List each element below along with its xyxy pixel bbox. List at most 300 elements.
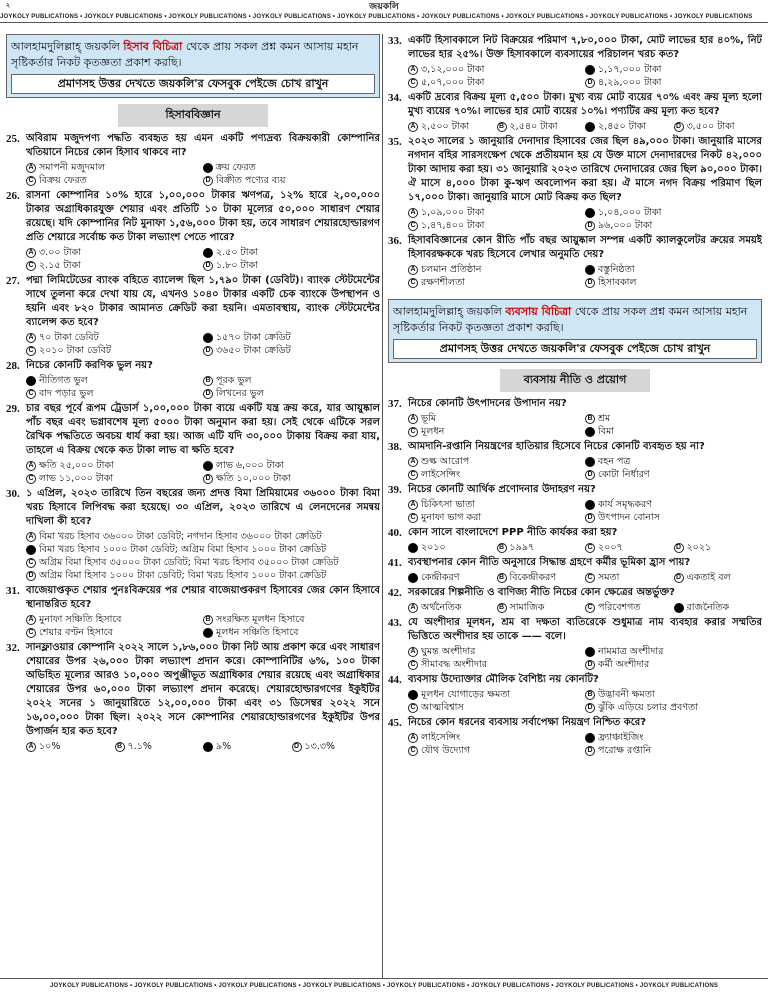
option-bubble: D — [203, 346, 213, 356]
option-text: লাইসেন্সিং — [421, 732, 461, 743]
option-bubble: C — [408, 660, 418, 670]
option-bubble: D — [585, 703, 595, 713]
question-text: নিচের কোনটি করণিক ভুল নয়? — [26, 360, 153, 371]
option-bubble: D — [292, 742, 302, 752]
option-item[interactable] — [408, 511, 585, 524]
option-text: ৭.১% — [127, 741, 152, 752]
option-group — [6, 331, 380, 357]
option-bubble: C — [408, 221, 418, 231]
option-item[interactable] — [203, 374, 380, 387]
option-item[interactable] — [408, 425, 585, 438]
question-item — [6, 274, 380, 330]
option-bubble: B — [203, 376, 213, 386]
option-item[interactable] — [203, 472, 380, 485]
option-text: আত্মবিশ্বাস — [421, 702, 464, 713]
header-rule — [0, 22, 768, 23]
option-bubble: C — [26, 261, 36, 271]
option-item[interactable] — [203, 174, 380, 187]
option-bubble: A — [408, 647, 418, 657]
option-text: ৫,০৭,০০০ টাকা — [421, 77, 485, 88]
option-item[interactable] — [585, 645, 762, 658]
option-text: শুল্ক আরোপ — [421, 456, 470, 467]
question-number: 27. — [6, 275, 20, 287]
option-item[interactable] — [203, 740, 292, 753]
question-text: পদ্মা লিমিটেডের ব্যাংক বহিতে ব্যালেন্স ছিল ১,৭৯০ টাকা (ডেবিট)। ব্যাংক স্টেটমেন্টের সাথে তুলনা করে দেখা যায় যে, এখনও ১০৪০ টাকার একটি চেক ব্যাংকে উপস্থাপন ও হয়নি এবং ৮২০ টাকার আমানত ক্রেডিট করা হয়নি। এমতাবস্থায়, ব্যাংক স্টেটমেন্টের ব্যালেন্স কত হবে? — [26, 275, 380, 328]
option-item[interactable] — [585, 468, 762, 481]
option-text: মুনাফা ভাগ করা — [421, 512, 482, 523]
footer-strip: JOYKOLY PUBLICATIONS • JOYKOLY PUBLICATIONS • JOYKOLY PUBLICATIONS • JOYKOLY PUBLICATIONS • JOYKOLY PUBLICATIONS • JOYKOLY PUBLICATIONS • JOYKOLY PUBLICATIONS • JOYKOLY PUBLICATIONS — [49, 983, 719, 989]
question-item — [6, 641, 380, 739]
option-item[interactable] — [408, 468, 585, 481]
option-bubble: B — [585, 414, 595, 424]
page-brand: জয়কলি — [369, 1, 399, 11]
question-number: 31. — [6, 585, 20, 597]
question-number: 34. — [388, 92, 402, 104]
question-number: 43. — [388, 617, 402, 629]
option-bubble: C — [585, 573, 595, 583]
option-text: ২,৪৫০ টাকা — [598, 121, 647, 132]
option-item[interactable] — [585, 571, 674, 584]
option-text: লিখনের ভুল — [216, 388, 264, 399]
option-item[interactable] — [585, 455, 762, 468]
option-item[interactable] — [203, 613, 380, 626]
option-item[interactable] — [585, 412, 762, 425]
option-text: বহন পত্র — [598, 456, 631, 467]
option-text: ২০১০ — [421, 542, 446, 553]
answer-filled-bubble-icon — [408, 573, 418, 583]
option-bubble: A — [26, 461, 36, 471]
question-number: 38. — [388, 441, 402, 453]
question-number: 25. — [6, 133, 20, 145]
option-item[interactable] — [203, 344, 380, 357]
promo-text-pre: আলহামদুলিল্লাহ্ জয়কলি — [11, 40, 124, 53]
option-text: মূলধন সঞ্চিতি হিসাবে — [216, 627, 299, 638]
question-text: একটি দ্রব্যের বিক্রয় মূল্য ৫,৫০০ টাকা। মুখ্য ব্যয় মোট ব্যয়ের ৭০% এবং ক্রয় মূল্য হলো মুখ্য ব্যয়ের ৭০%। লাভের হার মোট ব্যয়ের ১০%। পণ্যটির ক্রয় মূল্য কত হবে? — [408, 92, 762, 117]
option-text: কর্মী অংশীদার — [598, 659, 650, 670]
option-bubble: D — [585, 278, 595, 288]
option-text: শেয়ার বণ্টন হিসাবে — [39, 627, 113, 638]
option-item[interactable] — [408, 498, 585, 511]
answer-filled-bubble-icon — [585, 265, 595, 275]
option-text: সমাপনী মজুদমাল — [39, 162, 106, 173]
promo-text-pre: আলহামদুলিল্লাহ্ জয়কলি — [393, 305, 506, 318]
option-item[interactable] — [203, 331, 380, 344]
option-text: ৭০ টাকা ডেবিট — [39, 332, 99, 343]
option-text: ভূমি — [421, 413, 437, 424]
option-bubble: D — [674, 573, 684, 583]
option-group — [6, 613, 380, 639]
option-item[interactable] — [115, 740, 204, 753]
option-bubble: C — [585, 603, 595, 613]
option-item[interactable] — [408, 219, 585, 232]
question-text: ১ এপ্রিল, ২০২৩ তারিখে তিন বছরের জন্য প্রদত্ত বিমা প্রিমিয়ামের ৩৬০০০ টাকা বিমা খরচ হিসাবে লিপিবদ্ধ করা হয়েছে। ৩০ এপ্রিল, ২০২৩ তারিখে এ লেনদেনের সমন্বয় দাখিলা কী হবে? — [26, 488, 380, 527]
option-bubble: D — [585, 221, 595, 231]
option-item[interactable] — [408, 541, 497, 554]
option-item[interactable] — [203, 387, 380, 400]
option-item[interactable] — [203, 626, 380, 639]
option-text: একতাই বল — [686, 572, 731, 583]
option-bubble: A — [408, 208, 418, 218]
option-bubble: D — [585, 78, 595, 88]
question-text: একটি হিসাবকালে নিট বিক্রয়ের পরিমাণ ৭,৮০,০০০ টাকা, মোট লাভের হার ৪০%, নিট লাভের হার ২৫%। উক্ত হিসাবকালে ব্যবসায়ের পরিচালন খরচ কত? — [408, 35, 762, 60]
option-group — [388, 455, 762, 481]
question-number: 45. — [388, 717, 402, 729]
option-bubble: C — [26, 474, 36, 484]
option-item[interactable] — [26, 569, 380, 582]
option-item[interactable] — [408, 688, 585, 701]
option-text: ফ্র্যাঞ্চাইজিং — [598, 732, 644, 743]
question-text: ব্যবস্থাপনার কোন নীতি অনুসারে সিদ্ধান্ত গ্রহণে কর্মীর ভূমিকা হ্রাস পায়? — [408, 557, 691, 568]
option-bubble: C — [26, 176, 36, 186]
option-item[interactable] — [408, 731, 585, 744]
answer-filled-bubble-icon — [674, 603, 684, 613]
question-text: ২০২৩ সালের ১ জানুয়ারি দেনাদার হিসাবের জের ছিল ৪৯,০০০ টাকা। জানুয়ারি মাসের নগদান বহির সারসংক্ষেপ থেকে প্রতীয়মান হয় যে উক্ত মাসে দেনাদারদের নিকট ৪২,০০০ টাকা আদায় করা হয়। ৩১ জানুয়ারি ২০২৩ তারিখে দেনাদারের জের ছিল ৯০,০০০ টাকা। ঐ মাসে ৪,০০০ টাকা কু-ঋণ অবলোপন করা হয়। ঐ মাসে নগদ বিক্রয় পরিমাণ ছিল ১৭,০০০ টাকা। জানুয়ারি মাসে মোট বিক্রয় কত ছিল? — [408, 136, 762, 203]
option-text: লাভ ১১,০০০ টাকা — [39, 473, 114, 484]
option-item[interactable] — [408, 76, 585, 89]
option-item[interactable] — [408, 571, 497, 584]
option-text: লাইসেন্সিং — [421, 469, 461, 480]
option-text: ৪,২৯,০০০ টাকা — [598, 77, 662, 88]
answer-filled-bubble-icon — [585, 65, 595, 75]
option-text: বিক্রয় ফেরত — [39, 175, 87, 186]
option-text: ২০২১ — [686, 542, 712, 553]
question-text: যে অংশীদার মূলধন, শ্রম বা দক্ষতা ব্যতিরেকে শুধুমাত্র নাম ব্যবহার করার সম্মতির ভিত্তিতে অংশীদার হয় তাকে —— বলে। — [408, 617, 762, 642]
option-text: অগ্রিম বিমা হিসাব ৩৫০০০ টাকা ডেবিট; বিমা খরচ হিসাব ৩৫০০০ টাকা ক্রেডিট — [39, 557, 339, 568]
option-item[interactable] — [497, 571, 586, 584]
answer-filled-bubble-icon — [203, 163, 213, 173]
option-item[interactable] — [408, 206, 585, 219]
question-number: 39. — [388, 484, 402, 496]
question-item — [6, 402, 380, 458]
option-bubble: A — [408, 122, 418, 132]
option-item[interactable] — [292, 740, 381, 753]
question-text: সরকারের শিল্পনীতি ও বাণিজ্য নীতি নিচের কোন ক্ষেত্রের অন্তর্ভুক্ত? — [408, 587, 675, 598]
promo-box-accounting — [6, 34, 380, 98]
option-text: ৩.০০ টাকা — [39, 247, 81, 258]
option-item[interactable] — [26, 459, 203, 472]
option-text: চিকিৎসা ভাতা — [421, 499, 476, 510]
option-group — [388, 601, 762, 614]
section-heading-business: ব্যবসায় নীতি ও প্রয়োগ — [500, 369, 650, 392]
option-text: ৩,১২,০০০ টাকা — [421, 64, 485, 75]
option-item[interactable] — [26, 556, 380, 569]
option-bubble: B — [115, 742, 125, 752]
question-item — [388, 716, 762, 730]
option-bubble: D — [203, 389, 213, 399]
answer-filled-bubble-icon — [585, 500, 595, 510]
promo-text-post: থেকে প্রায় সকল প্রশ্ন কমন আসায় মহান সৃষ্টিকর্তার নিকট কৃতজ্ঞতা প্রকাশ করছি। — [11, 40, 359, 69]
option-item[interactable] — [408, 645, 585, 658]
option-text: ১৫৭০ টাকা ক্রেডিট — [216, 332, 291, 343]
option-text: রক্ষণশীলতা — [421, 277, 465, 288]
option-bubble: A — [408, 65, 418, 75]
option-bubble: B — [497, 543, 507, 553]
option-bubble: C — [408, 513, 418, 523]
option-item[interactable] — [408, 120, 497, 133]
option-text: ২,৫০০ টাকা — [421, 121, 470, 132]
option-bubble: B — [497, 603, 507, 613]
option-item[interactable] — [408, 658, 585, 671]
question-number: 28. — [6, 360, 20, 372]
question-text: চার বছর পূর্বে রূপম ট্রেডার্স ১,০০,০০০ টাকা ব্যয়ে একটি যন্ত্র ক্রয় করে, যার আয়ুষ্কাল পাঁচ বছর এবং ভগ্নাবশেষ মূল্য ৫০০০ টাকা অনুমান করা হয়। সেই থেকে এটিকে সরল রৈখিক পদ্ধতিতে অবচয় ধার্য করা হয়। আজ এটি যদি ৩০,০০০ টাকায় বিক্রয় করা যায়, তাহলে এ বিক্রয় থেকে কত টাকা লাভ বা ক্ষতি হবে? — [26, 403, 380, 456]
option-text: রাজনৈতিক — [686, 602, 730, 613]
option-item[interactable] — [585, 263, 762, 276]
answer-filled-bubble-icon — [203, 628, 213, 638]
question-item — [388, 616, 762, 644]
option-bubble: D — [585, 746, 595, 756]
answer-filled-bubble-icon — [585, 122, 595, 132]
option-text: ১.৮০ টাকা — [216, 260, 258, 271]
answer-filled-bubble-icon — [203, 333, 213, 343]
question-text: বাজেয়াপ্তকৃত শেয়ার পুনঃবিক্রয়ের পর শেয়ার বাজেয়াপ্তকরণ হিসাবের জের কোন হিসাবে স্থানান্তরিত হবে? — [26, 585, 380, 610]
option-bubble: C — [26, 389, 36, 399]
option-bubble: A — [26, 248, 36, 258]
option-item[interactable] — [408, 744, 585, 757]
question-text: হিসাববিজ্ঞানের কোন রীতি পাঁচ বছর আয়ুষ্কাল সম্পন্ন একটি ক্যালকুলেটর ক্রয়ের সময়ই হিসাবরক্ষককে খরচ হিসেবে লেখার অনুমতি দেয়? — [408, 235, 762, 260]
option-item[interactable] — [26, 259, 203, 272]
option-item[interactable] — [203, 259, 380, 272]
option-item[interactable] — [26, 740, 115, 753]
option-text: ২,৫৪০ টাকা — [509, 121, 558, 132]
option-text: বাদ পড়ার ভুল — [39, 388, 94, 399]
option-item[interactable] — [585, 76, 762, 89]
publisher-strip: JOYKOLY PUBLICATIONS • JOYKOLY PUBLICATIONS • JOYKOLY PUBLICATIONS • JOYKOLY PUBLICATIONS • JOYKOLY PUBLICATIONS • JOYKOLY PUBLICATIONS • JOYKOLY PUBLICATIONS • JOYKOLY PUBLICATIONS • JOYKOLY PUBLICATIONS — [0, 14, 753, 20]
option-bubble: B — [497, 573, 507, 583]
option-group — [6, 740, 380, 753]
option-group — [388, 541, 762, 554]
promo-box-business — [388, 299, 762, 363]
option-bubble: D — [674, 543, 684, 553]
option-item[interactable] — [585, 541, 674, 554]
question-item — [388, 526, 762, 540]
option-bubble: D — [585, 513, 595, 523]
answer-filled-bubble-icon — [408, 690, 418, 700]
option-item[interactable] — [497, 601, 586, 614]
option-item[interactable] — [585, 498, 762, 511]
option-bubble: A — [408, 265, 418, 275]
option-group — [388, 498, 762, 524]
option-bubble: D — [585, 470, 595, 480]
option-text: ঘুমন্ত অংশীদার — [421, 646, 476, 657]
option-item[interactable] — [408, 63, 585, 76]
left-column — [6, 34, 380, 978]
option-item[interactable] — [497, 541, 586, 554]
option-text: ২০০৭ — [598, 542, 623, 553]
question-item — [388, 135, 762, 205]
option-item[interactable] — [203, 246, 380, 259]
answer-filled-bubble-icon — [585, 733, 595, 743]
option-group — [388, 206, 762, 232]
option-item[interactable] — [26, 246, 203, 259]
footer-rule — [0, 978, 768, 979]
option-text: শ্রম — [598, 413, 611, 424]
option-group — [388, 731, 762, 757]
option-item[interactable] — [585, 701, 762, 714]
option-item[interactable] — [674, 541, 763, 554]
option-bubble: B — [585, 690, 595, 700]
question-number: 40. — [388, 527, 402, 539]
answer-filled-bubble-icon — [26, 376, 36, 386]
option-text: ক্রয় ফেরত — [216, 162, 256, 173]
option-item[interactable] — [585, 276, 762, 289]
option-item[interactable] — [585, 744, 762, 757]
option-group — [6, 161, 380, 187]
option-bubble: A — [26, 742, 36, 752]
option-text: পরিবেশগত — [598, 602, 641, 613]
question-number: 36. — [388, 235, 402, 247]
promo-highlight: ব্যবসায় বিচিত্রা — [505, 305, 572, 318]
answer-filled-bubble-icon — [203, 461, 213, 471]
option-bubble: A — [408, 733, 418, 743]
option-text: বিমা — [598, 426, 615, 437]
section-heading-accounting: হিসাববিজ্ঞান — [118, 104, 268, 127]
option-text: মূলধন — [421, 426, 445, 437]
question-list-business — [388, 397, 762, 757]
option-bubble: A — [408, 457, 418, 467]
option-item[interactable] — [585, 658, 762, 671]
option-item[interactable] — [497, 120, 586, 133]
option-text: ঝুঁকি এড়িয়ে চলার প্রবণতা — [598, 702, 698, 713]
option-bubble: C — [408, 703, 418, 713]
answer-filled-bubble-icon — [585, 208, 595, 218]
question-item — [388, 234, 762, 262]
option-text: উৎপাদন বোনাস — [598, 512, 660, 523]
option-group — [388, 120, 762, 133]
question-item — [388, 91, 762, 119]
question-number: 26. — [6, 190, 20, 202]
option-text: মুনাফা সঞ্চিতি হিসাবে — [39, 614, 122, 625]
option-bubble: C — [408, 470, 418, 480]
option-item[interactable] — [408, 412, 585, 425]
option-bubble: A — [26, 163, 36, 173]
option-item[interactable] — [26, 530, 380, 543]
right-column — [388, 34, 762, 978]
option-text: মূলধন যোগাড়ের ক্ষমতা — [421, 689, 511, 700]
option-item[interactable] — [585, 425, 762, 438]
option-bubble: D — [203, 474, 213, 484]
option-text: ৯৬,০০০ টাকা — [598, 220, 653, 231]
option-text: কার্য সমৃদ্ধকরণ — [598, 499, 653, 510]
option-item[interactable] — [674, 571, 763, 584]
option-bubble: A — [26, 532, 36, 542]
option-bubble: D — [26, 571, 36, 581]
answer-filled-bubble-icon — [585, 647, 595, 657]
option-bubble: D — [203, 176, 213, 186]
option-item[interactable] — [26, 543, 380, 556]
question-number: 44. — [388, 674, 402, 686]
option-text: ২০১০ টাকা ডেবিট — [39, 345, 112, 356]
option-text: ৩,৫০০ টাকা — [686, 121, 735, 132]
question-text: কোন সালে বাংলাদেশে PPP নীতি কার্যকর করা হয়? — [408, 527, 618, 538]
option-item[interactable] — [408, 455, 585, 468]
option-item[interactable] — [26, 387, 203, 400]
question-item — [6, 487, 380, 529]
question-item — [6, 359, 380, 373]
promo-text-post: থেকে প্রায় সকল প্রশ্ন কমন আসায় মহান সৃষ্টিকর্তার নিকট কৃতজ্ঞতা প্রকাশ করছি। — [393, 305, 748, 334]
question-number: 30. — [6, 488, 20, 500]
option-bubble: C — [585, 543, 595, 553]
option-text: ১,১৭,০০০ টাকা — [598, 64, 662, 75]
option-item[interactable] — [408, 701, 585, 714]
option-item[interactable] — [585, 63, 762, 76]
option-text: বস্তুনিষ্ঠতা — [598, 264, 635, 275]
option-text: অগ্রিম বিমা হিসাব ১০০০ টাকা ডেবিট; বিমা খরচ হিসাব ১০০০ টাকা ক্রেডিট — [39, 570, 327, 581]
option-text: চলমান প্রতিষ্ঠান — [421, 264, 482, 275]
option-item[interactable] — [674, 601, 763, 614]
option-item[interactable] — [26, 161, 203, 174]
option-text: নীতিগত ভুল — [39, 375, 88, 386]
option-item[interactable] — [26, 613, 203, 626]
answer-filled-bubble-icon — [585, 457, 595, 467]
option-item[interactable] — [585, 731, 762, 744]
option-text: উদ্ভাবনী ক্ষমতা — [598, 689, 655, 700]
option-item[interactable] — [26, 472, 203, 485]
option-text: বিমা খরচ হিসাব ৩৬০০০ টাকা ডেবিট; নগদান হিসাব ৩৬০০০ টাকা ক্রেডিট — [39, 531, 322, 542]
option-bubble: C — [408, 278, 418, 288]
option-item[interactable] — [408, 601, 497, 614]
option-item[interactable] — [585, 219, 762, 232]
option-text: অর্থনৈতিক — [421, 602, 462, 613]
option-text: পূরক ভুল — [216, 375, 252, 386]
option-text: সংরক্ষিত মূলধন হিসাবে — [216, 614, 305, 625]
option-text: বিমা খরচ হিসাব ১০০০ টাকা ডেবিট; অগ্রিম বিমা হিসাব ১০০০ টাকা ক্রেডিট — [39, 544, 327, 555]
spacer — [388, 291, 762, 299]
question-number: 33. — [388, 35, 402, 47]
question-number: 42. — [388, 587, 402, 599]
option-bubble: A — [26, 615, 36, 625]
option-item[interactable] — [26, 174, 203, 187]
answer-filled-bubble-icon — [203, 742, 213, 752]
answer-filled-bubble-icon — [585, 427, 595, 437]
option-bubble: C — [26, 346, 36, 356]
option-item[interactable] — [408, 263, 585, 276]
option-text: ২.৫০ টাকা — [216, 247, 258, 258]
option-item[interactable] — [26, 374, 203, 387]
option-item[interactable] — [585, 120, 674, 133]
answer-filled-bubble-icon — [203, 248, 213, 258]
option-item[interactable] — [585, 601, 674, 614]
question-text: অবিরাম মজুদপণ্য পদ্ধতি ব্যবহৃত হয় এমন একটি পণ্যদ্রব্য বিক্রয়কারী কোম্পানির খতিয়ানে নিচের কোন হিসাব থাকবে না? — [26, 133, 380, 158]
option-item[interactable] — [585, 206, 762, 219]
option-item[interactable] — [26, 626, 203, 639]
page-number: ২ — [6, 3, 11, 9]
option-text: লাভ ৬,০০০ টাকা — [216, 460, 285, 471]
option-item[interactable] — [203, 459, 380, 472]
option-item[interactable] — [203, 161, 380, 174]
option-bubble: D — [585, 660, 595, 670]
question-number: 35. — [388, 136, 402, 148]
option-bubble: A — [408, 500, 418, 510]
option-item[interactable] — [26, 331, 203, 344]
question-item — [388, 556, 762, 570]
option-bubble: C — [408, 78, 418, 88]
option-text: বিকেন্দ্রীকরণ — [509, 572, 556, 583]
option-item[interactable] — [26, 344, 203, 357]
option-item[interactable] — [585, 688, 762, 701]
question-number: 29. — [6, 403, 20, 415]
question-number: 32. — [6, 642, 20, 654]
option-item[interactable] — [674, 120, 763, 133]
option-text: ১,৪৭,৪০০ টাকা — [421, 220, 485, 231]
question-item — [6, 189, 380, 245]
option-item[interactable] — [585, 511, 762, 524]
option-group — [388, 63, 762, 89]
option-group — [388, 263, 762, 289]
option-text: ১০% — [39, 741, 61, 752]
option-text: ১৯৯৭ — [509, 542, 535, 553]
option-item[interactable] — [408, 276, 585, 289]
option-bubble: D — [203, 261, 213, 271]
